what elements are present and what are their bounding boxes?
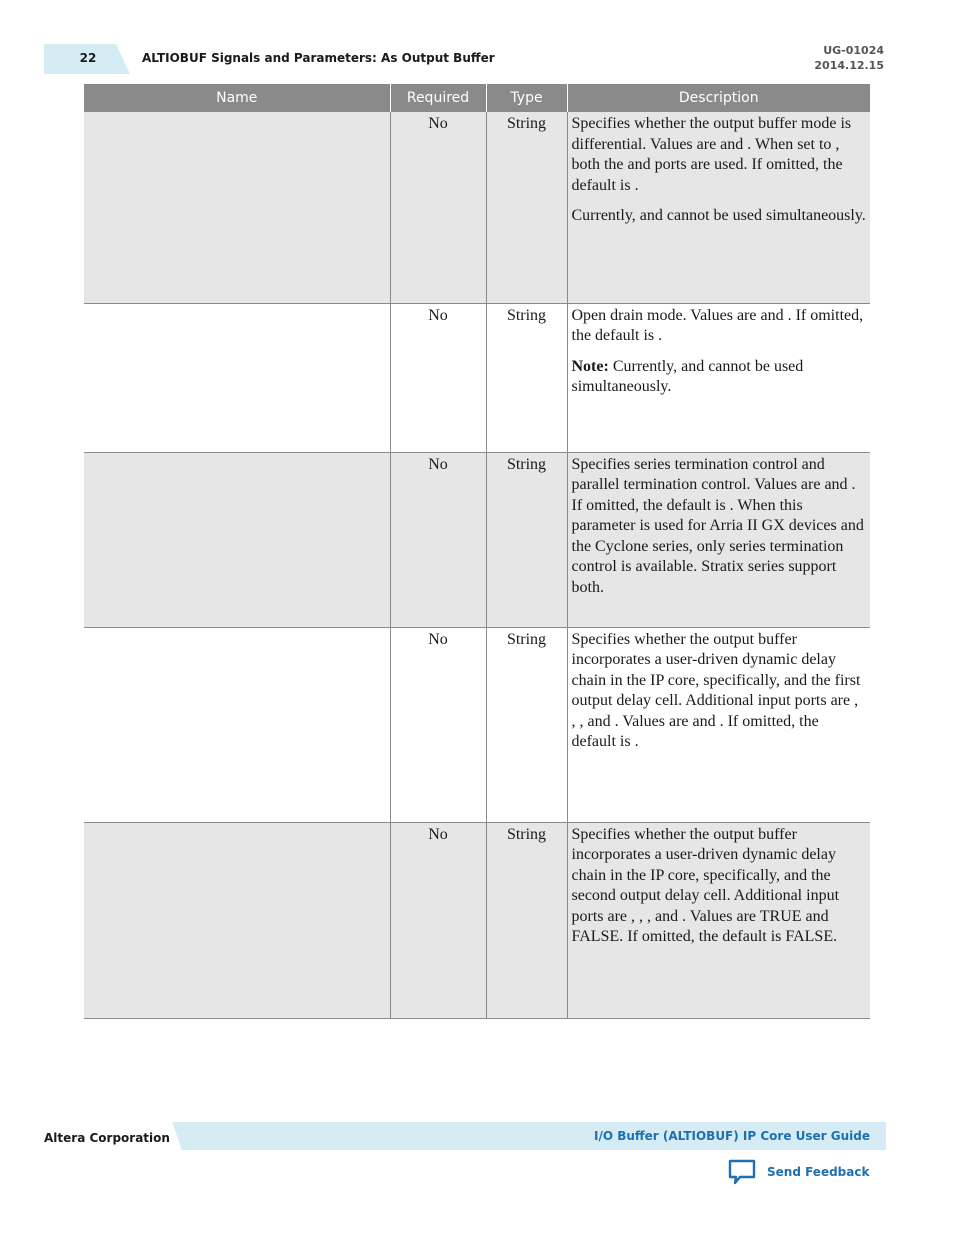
table-header-row (84, 84, 870, 112)
type-cell: String (486, 303, 567, 452)
table-row (84, 452, 870, 627)
type-cell: String (486, 112, 567, 303)
table-row (84, 303, 870, 452)
required-cell: No (390, 822, 486, 1018)
description-cell (567, 822, 870, 1018)
description-paragraph: Specifies whether the output buffer incorporates a user-driven dynamic delay chain in the IP core, specifically, and the second output delay cell. Additional input ports are , , , and . Values are TRUE and FALSE. If omitted, the default is FALSE. (571, 825, 840, 945)
description-paragraph: Specifies whether the output buffer mode is differential. Values are and . When set to , both the and ports are used. If omitted, the default is . (571, 115, 852, 194)
page-number: 22 (79, 51, 97, 65)
param-name-cell (84, 452, 390, 627)
table-row (84, 627, 870, 822)
type-cell: String (486, 627, 567, 822)
table-row (84, 822, 870, 1018)
required-cell: No (390, 112, 486, 303)
doc-id: UG-01024 (823, 44, 884, 57)
column-header-type: Type (486, 84, 567, 112)
required-cell: No (390, 627, 486, 822)
send-feedback-link[interactable] (727, 1158, 869, 1186)
type-cell: String (486, 452, 567, 627)
description-paragraph: Specifies series termination control and parallel termination control. Values are and . If omitted, the default is . When this parameter is used for Arria II GX devices and the Cyclone series, only series termination control is available. Stratix series support both. (571, 455, 864, 596)
note-text: Currently, and cannot be used simultaneously. (571, 357, 804, 395)
doc-id-block (814, 43, 884, 73)
description-paragraph: Currently, and cannot be used simultaneously. (571, 207, 866, 224)
description-cell (567, 303, 870, 452)
column-header-name: Name (84, 84, 390, 112)
parameters-table (84, 84, 870, 1019)
description-cell (567, 112, 870, 303)
type-cell: String (486, 822, 567, 1018)
description-cell (567, 627, 870, 822)
footer-company: Altera Corporation (44, 1131, 170, 1145)
note (572, 357, 867, 398)
param-name-cell (84, 627, 390, 822)
param-name-cell (84, 303, 390, 452)
param-name-cell (84, 822, 390, 1018)
column-header-required: Required (390, 84, 486, 112)
doc-date: 2014.12.15 (814, 59, 884, 72)
description-cell (567, 452, 870, 627)
required-cell: No (390, 452, 486, 627)
description-paragraph: Open drain mode. Values are and . If omitted, the default is . (571, 306, 864, 344)
column-header-description: Description (567, 84, 870, 112)
note-label: Note: (571, 357, 609, 375)
table-row (84, 112, 870, 303)
speech-bubble-icon (727, 1158, 757, 1186)
param-name-cell (84, 112, 390, 303)
required-cell: No (390, 303, 486, 452)
footer-guide-link[interactable]: I/O Buffer (ALTIOBUF) IP Core User Guide (594, 1129, 870, 1143)
description-paragraph: Specifies whether the output buffer incorporates a user-driven dynamic delay chain in the IP core, specifically, and the first output delay cell. Additional input ports are , , , and . Values are and . If omitted, the default is . (571, 630, 861, 750)
section-title: ALTIOBUF Signals and Parameters: As Output Buffer (142, 51, 495, 65)
send-feedback-label: Send Feedback (767, 1165, 870, 1179)
